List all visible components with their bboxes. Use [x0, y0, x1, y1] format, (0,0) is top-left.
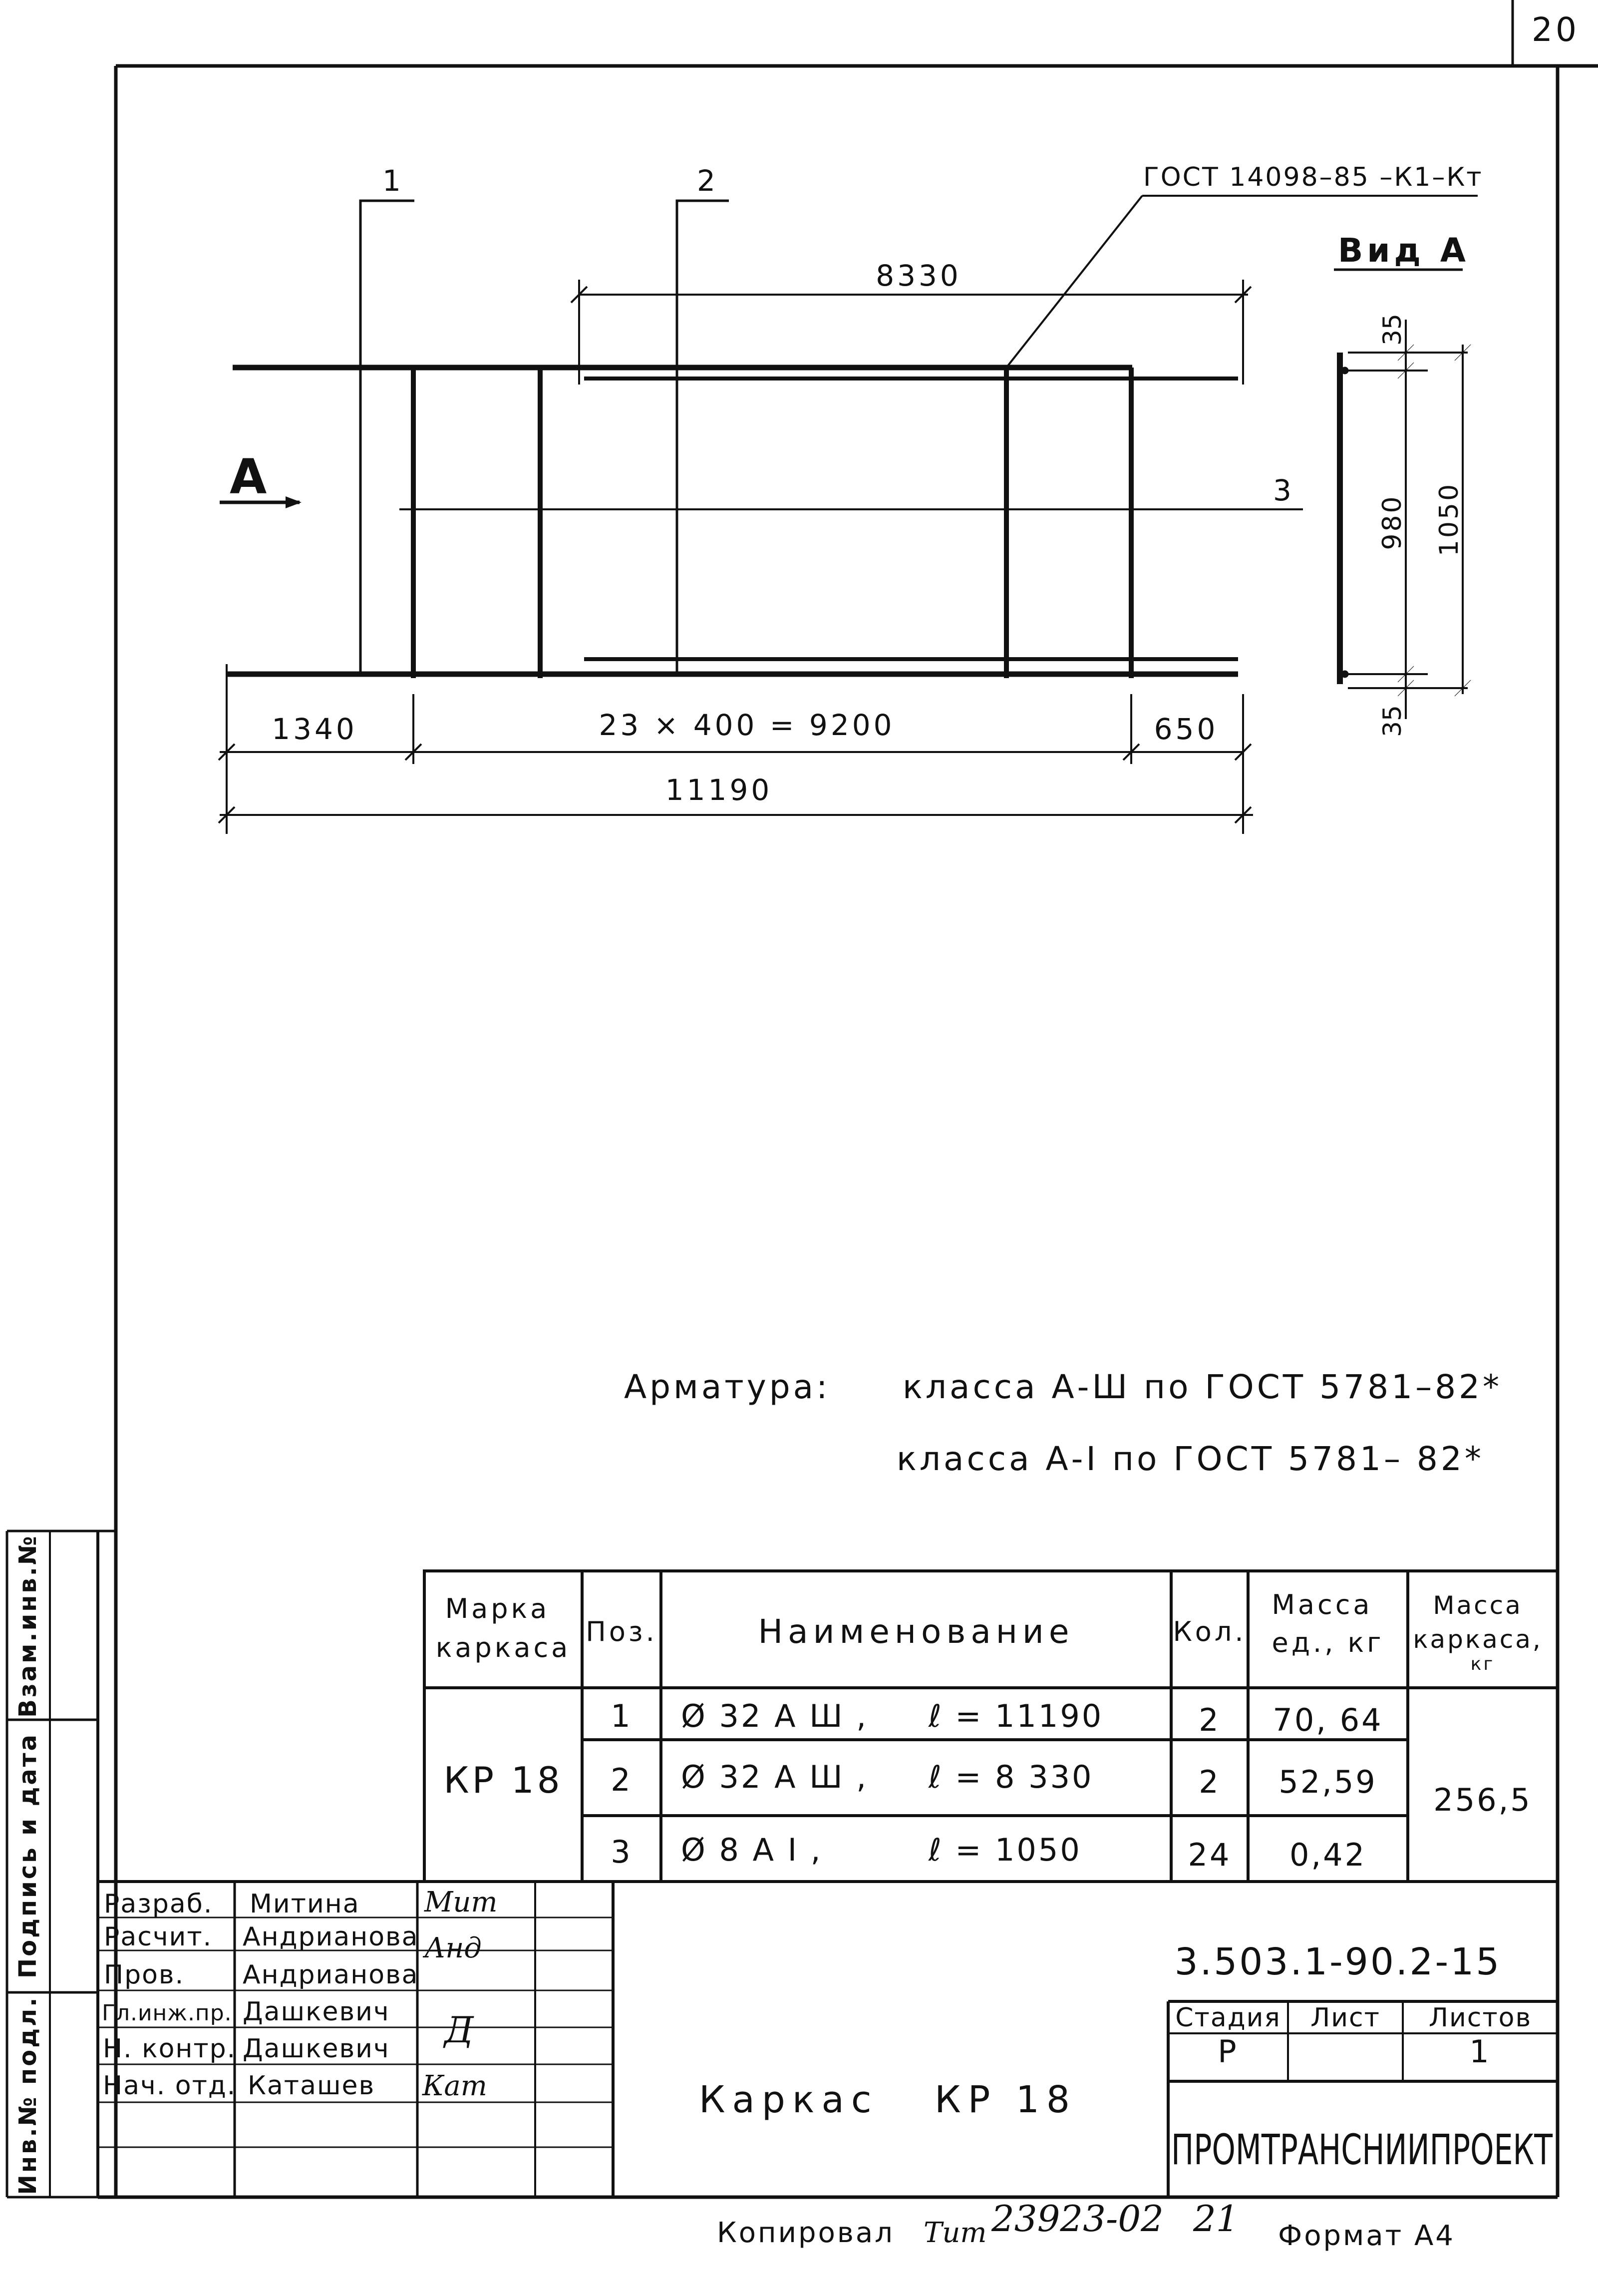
stamp-sign-date: Подпись и дата [14, 1733, 42, 1978]
cage-elevation [220, 196, 1478, 678]
hdr-unit-mass-line2: ед., кг [1272, 1627, 1384, 1658]
sheets-value: 1 [1469, 2033, 1491, 2070]
sheet-number: 20 [1532, 10, 1580, 49]
stamp-inv-orig: Инв.№ подл. [14, 1995, 42, 2195]
row1-pos: 1 [611, 1698, 633, 1734]
person-row [103, 2070, 487, 2102]
row3-name: Ø 8 А I , [681, 1832, 823, 1868]
stage-value: Р [1218, 2033, 1239, 2070]
row3-qty: 24 [1188, 1837, 1232, 1873]
role-6: Нач. отд. [103, 2071, 237, 2101]
row3-pos: 3 [611, 1834, 633, 1870]
view-a-label: Вид А [1338, 231, 1470, 270]
person-row [103, 2034, 390, 2064]
row1-name: Ø 32 А Ш , [681, 1698, 868, 1734]
drawing-title: Каркас КР 18 [699, 2078, 1077, 2121]
person-row [104, 1922, 482, 1964]
hdr-total-mass [1413, 1591, 1552, 1674]
dim-total-height: 1050 [1434, 482, 1464, 557]
table-row [611, 1759, 1377, 1800]
dim-total-length: 11190 [665, 773, 773, 807]
role-3: Пров. [104, 1960, 185, 1990]
sheet-label: Лист [1310, 2003, 1380, 2033]
dim-right-offset: 650 [1154, 712, 1219, 746]
section-mark-2: 2 [697, 164, 718, 198]
person-row [104, 1960, 419, 1990]
row1-length: ℓ = 11190 [929, 1698, 1104, 1734]
stage-label: Стадия [1175, 2003, 1281, 2033]
row3-mass: 0,42 [1289, 1837, 1367, 1873]
role-5: Н. контр. [103, 2034, 237, 2064]
dimension-lines [219, 280, 1253, 834]
signature-6: Кат [422, 2070, 487, 2102]
name-6: Каташев [248, 2071, 375, 2101]
notes-line-2: класса А-I по ГОСТ 5781– 82* [897, 1440, 1484, 1478]
footer-order-no: 23923-02 [991, 2198, 1164, 2240]
sheets-label: Листов [1428, 2003, 1532, 2033]
signature-4: Д [444, 2009, 474, 2051]
footer-format: Формат А4 [1278, 2220, 1455, 2252]
weld-note: ГОСТ 14098–85 –К1–Кт [1143, 162, 1483, 192]
name-3: Андрианова [243, 1960, 419, 1990]
name-4: Дашкевич [243, 1997, 390, 2027]
row2-name: Ø 32 А Ш , [681, 1759, 868, 1795]
name-5: Дашкевич [243, 2034, 390, 2064]
dim-spacing: 23 × 400 = 9200 [599, 708, 895, 742]
hdr-name: Наименование [758, 1612, 1074, 1651]
dim-top-cover: 35 [1378, 314, 1407, 346]
hdr-mark [436, 1593, 571, 1663]
signature-2: Анд [424, 1932, 482, 1964]
section-mark-1: 1 [382, 164, 404, 198]
hdr-mark-line1: Марка [445, 1593, 550, 1624]
row1-qty: 2 [1199, 1702, 1221, 1738]
row2-qty: 2 [1199, 1764, 1221, 1800]
person-row [104, 1886, 498, 1919]
row2-mass: 52,59 [1278, 1764, 1377, 1800]
row2-length: ℓ = 8 330 [929, 1759, 1094, 1795]
hdr-total-mass-line1: Масса [1433, 1591, 1523, 1620]
stamp-inv-no: Взам.инв.№ [14, 1534, 42, 1718]
hdr-qty: Кол. [1173, 1616, 1247, 1647]
footer-sheet-no: 21 [1193, 2198, 1239, 2240]
table-row [611, 1698, 1383, 1738]
hdr-unit-mass [1272, 1589, 1384, 1658]
dim-bottom-cover: 35 [1378, 705, 1407, 737]
dim-left-offset: 1340 [272, 712, 357, 746]
dim-upper-length: 8330 [876, 259, 961, 293]
organization: ПРОМТРАНСНИИПРОЕКТ [1171, 2125, 1553, 2174]
role-4: Гл.инж.пр. [102, 2000, 232, 2026]
name-2: Андрианова [243, 1922, 419, 1952]
dim-inner-height: 980 [1377, 494, 1407, 550]
table-row [611, 1832, 1366, 1873]
footer-copied-signature: Тит [924, 2217, 987, 2249]
section-mark-3: 3 [1273, 473, 1294, 507]
name-1: Митина [250, 1889, 360, 1919]
hdr-total-mass-line2: каркаса, [1413, 1625, 1543, 1654]
row1-mass: 70, 64 [1273, 1702, 1383, 1738]
signature-1: Мит [424, 1886, 498, 1918]
hdr-mark-line2: каркаса [435, 1632, 571, 1663]
footer-copied: Копировал [717, 2217, 895, 2249]
hdr-pos: Поз. [586, 1616, 657, 1647]
row2-pos: 2 [611, 1762, 633, 1798]
cell-mark: КР 18 [443, 1759, 563, 1801]
cell-total-mass: 256,5 [1433, 1782, 1532, 1818]
hdr-unit-mass-line1: Масса [1272, 1589, 1373, 1620]
role-1: Разраб. [104, 1889, 213, 1919]
view-arrow-label: А [230, 449, 267, 505]
doc-code: 3.503.1-90.2-15 [1174, 1940, 1502, 1983]
hdr-total-mass-line3: кг [1470, 1654, 1495, 1674]
role-2: Расчит. [104, 1922, 213, 1952]
notes-label: Арматура: [624, 1368, 831, 1406]
page-frame [98, 0, 1598, 2197]
notes-line-1: класса А-Ш по ГОСТ 5781–82* [903, 1368, 1503, 1406]
row3-length: ℓ = 1050 [929, 1832, 1082, 1868]
